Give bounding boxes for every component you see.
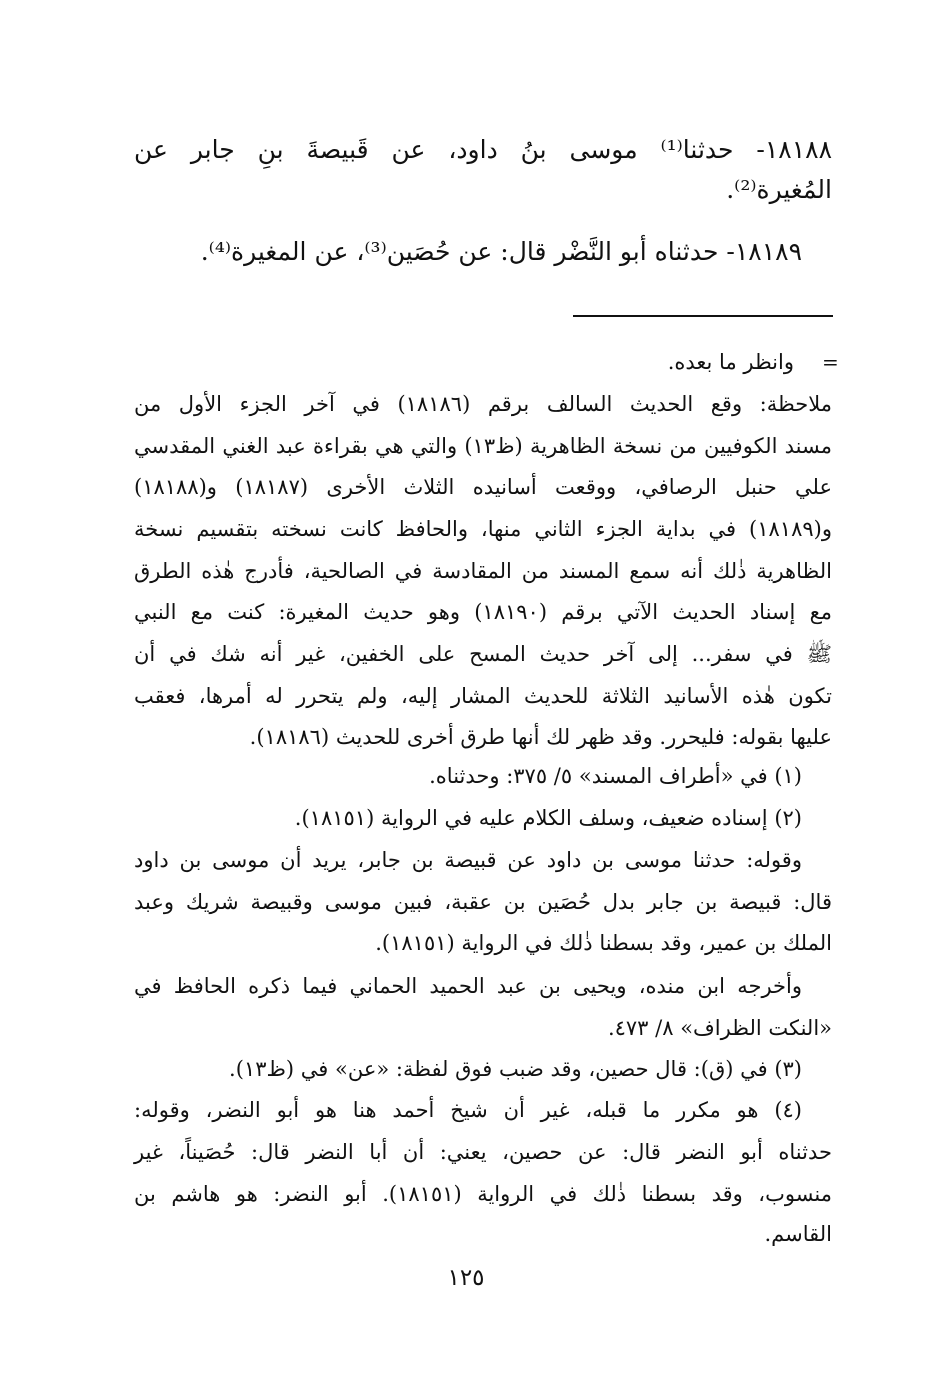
footnote-line: حدثناه أبو النضر قال: عن حصين، يعني: أن أبا النضر قال: حُصَيناً، غير [134,1140,832,1164]
footnote-3: (٣) في (ق): قال حصين، وقد ضبب فوق لفظة: «عن» في (ظ١٣). [229,1057,802,1081]
footnote-line: مسند الكوفيين من نسخة الظاهرية (ظ١٣) والتي هي بقراءة عبد الغني المقدسي [134,434,833,458]
footnote-line: وقوله: حدثنا موسى بن داود عن قبيصة بن جابر، يريد أن موسى بن داود [134,848,802,872]
footnote-line: القاسم. [764,1222,832,1246]
footnote-1: (١) في «أطراف المسند» ٥/ ٣٧٥: وحدثناه. [429,764,802,788]
footnote-line: عليها بقوله: فليحرر. وقد ظهر لك أنها طرق أخرى للحديث (١٨١٨٦). [249,725,832,749]
footnote-line: الملك بن عمير، وقد بسطنا ذٰلك في الرواية (١٨١٥١). [375,931,832,955]
hadith-18188-line-1: ١٨١٨٨- حدثنا⁽¹⁾ موسى بنُ داود، عن قَبيصةَ بنِ جابر عن [134,135,832,164]
footnote-separator [573,315,833,317]
continuation-mark: = [822,350,839,374]
footnote-line: مع إسناد الحديث الآتي برقم (١٨١٩٠) وهو حديث المغيرة: كنت مع النبي [134,600,832,624]
hadith-18188-line-2: المُغيرة⁽²⁾. [726,175,832,204]
footnote-line: و(١٨١٨٩) في بداية الجزء الثاني منها، والحافظ كانت نسخته بتقسيم نسخة [134,517,832,541]
footnote-line: قال: قبيصة بن جابر بدل حُصَين بن عقبة، فبين موسى وقبيصة شريك وعبد [134,890,832,914]
footnote-line: منسوب، وقد بسطنا ذٰلك في الرواية (١٨١٥١). أبو النضر: هو هاشم بن [134,1182,833,1206]
footnote-4: (٤) هو مكرر ما قبله، غير أن شيخ أحمد هنا هو أبو النضر، وقوله: [134,1098,802,1122]
footnote-line: وانظر ما بعده. [667,350,794,374]
page-number: ١٢٥ [447,1265,485,1291]
footnote-line: الظاهرية ذٰلك أنه سمع المسند من المقادسة في الصالحية، فأدرج هٰذه الطرق [134,559,832,583]
footnote-line: وأخرجه ابن منده، ويحيى بن عبد الحميد الحماني فيما ذكره الحافظ في [134,974,802,998]
footnote-line: «النكت الظراف» ٨/ ٤٧٣. [607,1016,832,1040]
footnote-line: ﷺ في سفر... إلى آخر حديث المسح على الخفين، غير أنه شك في أن [134,642,832,666]
footnote-line: ملاحظة: وقع الحديث السالف برقم (١٨١٨٦) في آخر الجزء الأول من [134,392,832,416]
footnote-line: تكون هٰذه الأسانيد الثلاثة للحديث المشار إليه، ولم يتحرر له أمرها، فعقب [134,684,832,708]
footnote-line: علي حنبل الرصافي، ووقعت أسانيده الثلاث الأخرى (١٨١٨٧) و(١٨١٨٨) [134,475,833,499]
hadith-18189: ١٨١٨٩- حدثناه أبو النَّضْر قال: عن حُصَين⁽³⁾، عن المغيرة⁽⁴⁾. [200,237,802,266]
footnote-2: (٢) إسناده ضعيف، وسلف الكلام عليه في الرواية (١٨١٥١). [294,806,802,830]
